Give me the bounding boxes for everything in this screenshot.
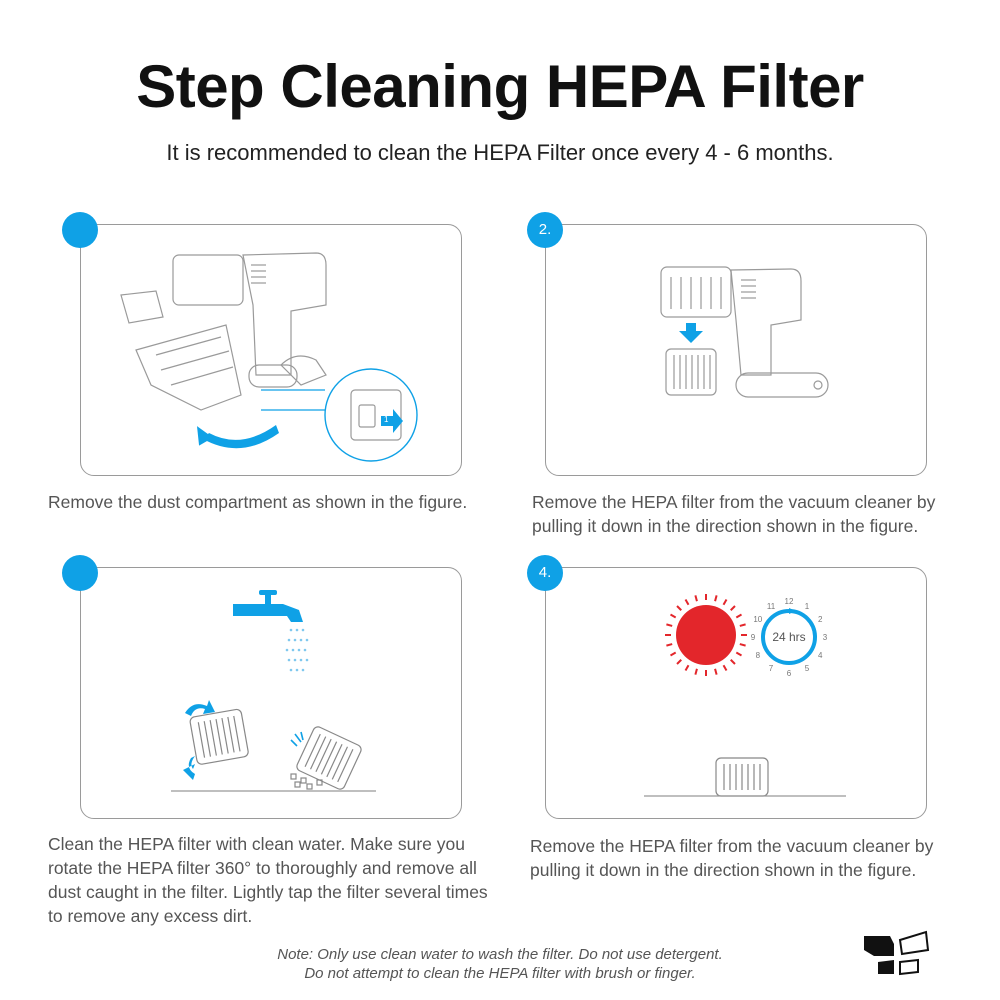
- sun-ray: [715, 669, 717, 675]
- arrow-label-2: 2: [241, 432, 246, 441]
- step-4-caption: Remove the HEPA filter from the vacuum cleaner by pulling it down in the direction shown in the figure.: [530, 836, 934, 880]
- page-title: Step Cleaning HEPA Filter: [136, 53, 864, 120]
- sun-ray: [715, 595, 717, 601]
- sun-ray: [677, 606, 681, 610]
- hepa-filter-drying: [644, 758, 846, 796]
- step-2-illustration: [546, 225, 927, 476]
- sun-ray: [724, 599, 727, 604]
- sun-ray: [695, 669, 697, 675]
- sun-icon: [665, 594, 747, 676]
- dirt-particles: [291, 774, 322, 789]
- clock-number: 3: [822, 633, 828, 642]
- step-3-card: [80, 567, 462, 819]
- sun-ray: [724, 665, 727, 670]
- clock-number: 1: [804, 601, 810, 611]
- sun-ray: [686, 599, 689, 604]
- clock-label: 24 hrs: [772, 630, 806, 644]
- step-1-caption: Remove the dust compartment as shown in the figure.: [48, 492, 468, 512]
- sun-ray: [695, 595, 697, 601]
- sun-ray: [686, 665, 689, 670]
- dust-compartment: [136, 325, 241, 410]
- sun-ray: [736, 653, 741, 656]
- hand-left: [121, 291, 163, 323]
- sun-ray: [731, 606, 735, 610]
- clock-number: 2: [817, 615, 823, 624]
- water-spray-icon: [286, 629, 309, 672]
- clock-number: 11: [766, 601, 776, 611]
- brand-logo: [860, 930, 932, 980]
- step-1-badge: [62, 212, 98, 248]
- vacuum-handle: [731, 269, 801, 375]
- clock-number: 12: [784, 597, 794, 606]
- zoom-circle: [325, 369, 417, 461]
- arrow-label-1: 1: [384, 415, 389, 424]
- step-1-card: [80, 224, 462, 476]
- clock-icon: [751, 597, 828, 678]
- step-4-illustration: [546, 568, 927, 819]
- step-3-illustration: [81, 568, 462, 819]
- step-3-badge: [62, 555, 98, 591]
- clock-number: 8: [755, 651, 761, 660]
- clock-number: 9: [750, 633, 756, 642]
- pull-down-arrow-icon: [679, 323, 703, 343]
- note-line-2: Do not attempt to clean the HEPA filter with brush or finger.: [304, 965, 696, 982]
- footer-note: [200, 945, 800, 983]
- note-line-1: Note: Only use clean water to wash the filter. Do not use detergent.: [277, 946, 723, 963]
- step-2-card: [545, 224, 927, 476]
- sun-ray: [670, 615, 675, 618]
- step-3-caption: Clean the HEPA filter with clean water. Make sure you rotate the HEPA filter 360° to thoroughly and remove all dust caught in the filter. Lightly tap the filter several times to remove any excess dirt.: [48, 834, 488, 926]
- clock-number: 4: [817, 651, 823, 660]
- sun-ray: [670, 653, 675, 656]
- step-4-badge: 4.: [527, 555, 563, 591]
- vacuum-bin: [173, 255, 243, 305]
- clock-number: 6: [786, 669, 792, 678]
- sun-ray: [666, 624, 672, 626]
- clock-number: 7: [768, 664, 774, 674]
- page-subtitle: It is recommended to clean the HEPA Filter once every 4 - 6 months.: [166, 140, 834, 165]
- tap-icon: [233, 604, 303, 622]
- step-2-badge: 2.: [527, 212, 563, 248]
- clock-number: 10: [753, 615, 763, 624]
- tap-motion-icon: [291, 732, 303, 746]
- sun-ray: [740, 644, 746, 646]
- sun-ray: [731, 660, 735, 664]
- step-4-card: [545, 567, 927, 819]
- sun-ray: [666, 644, 672, 646]
- hepa-filter-rotating: [189, 709, 249, 765]
- hand-right: [281, 356, 326, 385]
- step-1-illustration: [81, 225, 462, 476]
- sun-ray: [677, 660, 681, 664]
- sun-ray: [740, 624, 746, 626]
- clock-number: 5: [804, 664, 810, 674]
- rotate-arrow-icon-2: [183, 756, 195, 780]
- step-2-caption: Remove the HEPA filter from the vacuum cleaner by pulling it down in the direction shown in the figure.: [532, 492, 936, 536]
- sun-ray: [736, 615, 741, 618]
